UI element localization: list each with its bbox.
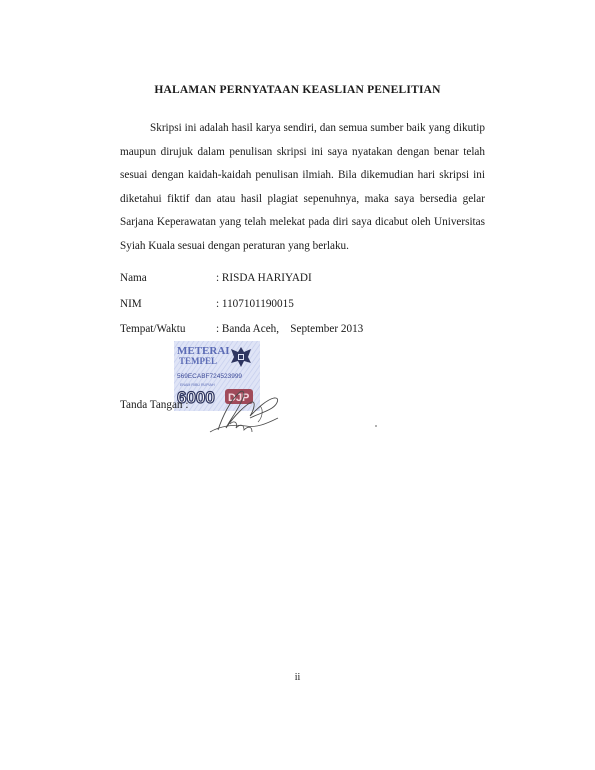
paragraph-line: Skripsi ini adalah hasil karya sendiri, dan semua sumber baik yang dikutip <box>150 122 485 134</box>
field-label: NIM <box>120 298 142 310</box>
paragraph-line: Sarjana Keperawatan yang telah melekat pada diri saya dicabut oleh Universitas <box>120 216 485 229</box>
paragraph-line: maupun dirujuk dalam penulisan skripsi ini saya nyatakan dengan benar telah <box>120 145 485 158</box>
scan-speck <box>375 425 377 427</box>
paragraph-line: sesuai dengan kaidah-kaidah penulisan ilmiah. Bila dikemudian hari skripsi ini <box>120 169 485 182</box>
handwritten-signature <box>200 380 290 440</box>
stamp-value: 6000 <box>177 388 215 407</box>
field-label: Tempat/Waktu <box>120 323 186 335</box>
paragraph-line: Syiah Kuala sesuai dengan peraturan yang berlaku. <box>120 239 349 252</box>
stamp-text: TEMPEL <box>179 356 218 366</box>
field-value: : 1107101190015 <box>216 298 294 310</box>
stamp-text: METERAI <box>177 345 230 357</box>
field-value: : RISDA HARIYADI <box>216 272 312 284</box>
stamp-badge: DJP <box>228 392 250 404</box>
field-label: Nama <box>120 272 147 284</box>
page-title: HALAMAN PERNYATAAN KEASLIAN PENELITIAN <box>154 84 441 96</box>
field-nim <box>120 298 294 310</box>
page-number: ii <box>294 672 301 683</box>
stamp-code: 569ECABF724523999 <box>177 373 243 380</box>
stamp-small-text: ENAM RIBU RUPIAH <box>180 383 215 387</box>
signature-label: Tanda Tangan : <box>120 399 189 411</box>
statement-paragraph <box>120 117 485 259</box>
field-value: : Banda Aceh, September 2013 <box>216 323 364 335</box>
paragraph-line: diketahui fiktif dan atau hasil plagiat sepenuhnya, maka saya bersedia gelar <box>120 192 485 205</box>
field-tempat-waktu <box>120 323 363 335</box>
field-nama <box>120 272 312 284</box>
